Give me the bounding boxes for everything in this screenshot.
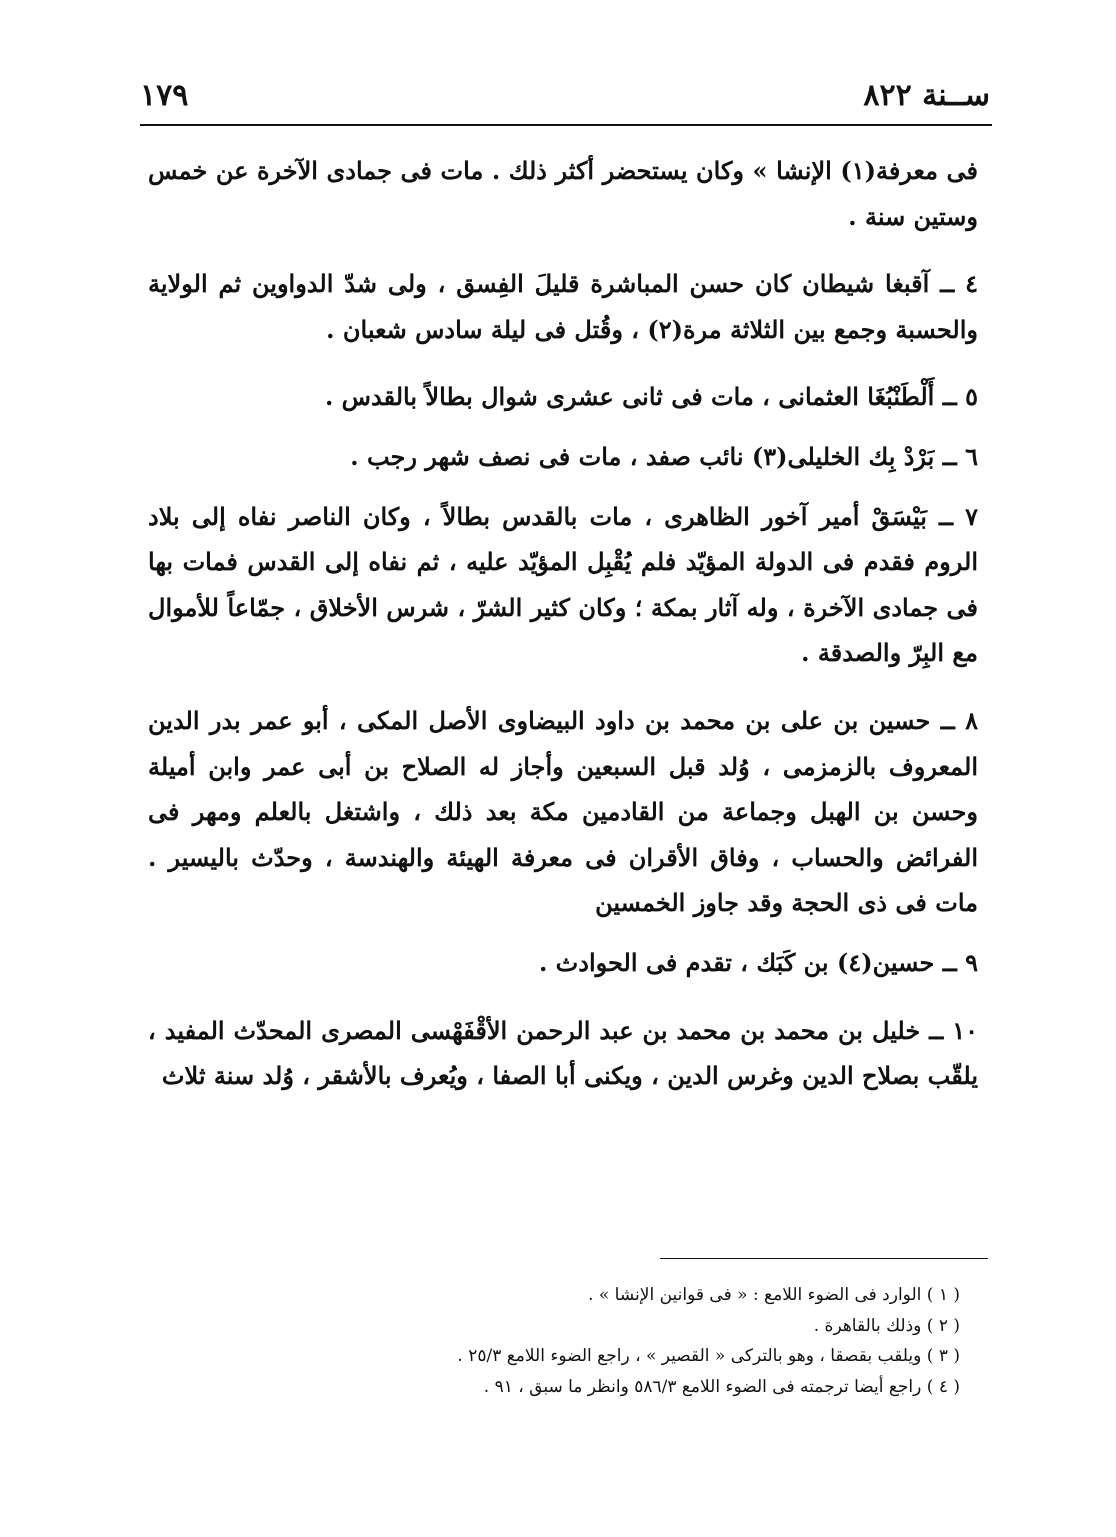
entry-5: ٥ ــ أَلْطَنْبُغَا العثمانى ، مات فى ثانى عشرى شوال بطالاً بالقدس . [324, 382, 978, 412]
entry-8: ٨ ــ حسين بن على بن محمد بن داود البيضاوى الأصل المكى ، أبو عمر بدر الدين المعروف بالزمزمى ، وُلد قبل السبعين وأجاز له الصلاح بن أبى عمر وابن أميلة وحسن بن الهبل وجماعة من القادمين مكة بعد ذلك ، واشتغل بالعلم ومهر فى الفرائض والحساب ، وفاق الأقران فى معرفة الهيئة والهندسة ، وحدّث باليسير . مات فى ذى الحجة وقد جاوز الخمسين [148, 705, 978, 918]
footnotes [300, 1280, 960, 1402]
footnote-2: ( ٢ ) وذلك بالقاهرة . [813, 1315, 960, 1336]
footnote-4: ( ٤ ) راجع أيضا ترجمته فى الضوء اللامع ٥٨٦/٣ وانظر ما سبق ، ٩١ . [483, 1376, 960, 1397]
entry-9: ٩ ــ حسين(٤) بن كَبَك ، تقدم فى الحوادث . [538, 947, 978, 977]
footnote-1: ( ١ ) الوارد فى الضوء اللامع : « فى قوانين الإنشا » . [588, 1285, 960, 1305]
entry-6: ٦ ــ بَرْدْ بِك الخليلى(٣) نائب صفد ، مات فى نصف شهر رجب . [350, 441, 978, 471]
header-rule [140, 124, 992, 126]
footnote-3: ( ٣ ) ويلقب بقصقا ، وهو بالتركى « القصير » ، راجع الضوء اللامع ٢٥/٣ . [457, 1346, 960, 1367]
entry-7: ٧ ــ بَيْسَقْ أمير آخور الظاهرى ، مات بالقدس بطالاً ، وكان الناصر نفاه إلى بلاد الروم فقدم فى الدولة المؤيّد فلم يُقْبِل المؤيّد عليه ، ثم نفاه إلى القدس فمات بها فى جمادى الآخرة ، وله آثار بمكة ؛ وكان كثير الشرّ ، شرس الأخلاق ، جمّاعاً للأموال مع البِرّ والصدقة . [148, 501, 978, 668]
page-number: ١٧٩ [140, 78, 189, 113]
paragraph-continuation: فى معرفة(١) الإنشا » وكان يستحضر أكثر ذلك . مات فى جمادى الآخرة عن خمس وستين سنة . [148, 156, 978, 231]
main-text [148, 148, 978, 1121]
header-year: ســنة ٨٢٢ [863, 78, 990, 113]
entry-10: ١٠ ــ خليل بن محمد بن محمد بن عبد الرحمن الأقْفَهْسى المصرى المحدّث المفيد ، يلقّب بصلاح الدين وغرس الدين ، ويكنى أبا الصفا ، ويُعرف بالأشقر ، وُلد سنة ثلاث [148, 1015, 978, 1091]
footnote-rule [660, 1258, 988, 1259]
running-header [140, 70, 990, 120]
entry-4: ٤ ــ آقبغا شيطان كان حسن المباشرة قليلَ الفِسق ، ولى شدّ الدواوين ثم الولاية والحسبة وجمع بين الثلاثة مرة(٢) ، وقُتل فى ليلة سادس شعبان . [148, 269, 978, 344]
